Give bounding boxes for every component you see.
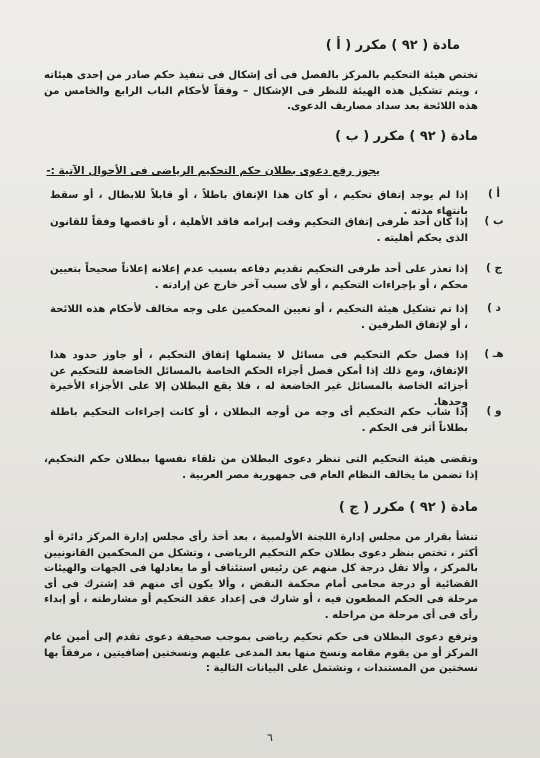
item-text: إذا تعذر على أحد طرفى التحكيم تقديم دفاعه بسبب عدم إعلانه إعلاناً صحيحاً بتعيين محكم ، أو بإجراءات التحكيم ، أو لأى سبب آخر خارج عن إرادته . [50, 264, 468, 291]
list-item [50, 405, 520, 436]
heading-text: مادة ( ٩٢ ) مكرر ( ب ) [335, 129, 478, 144]
article-92b-heading [0, 129, 478, 144]
item-text: إذا فصل حكم التحكيم فى مسائل لا يشملها إتفاق التحكيم ، أو جاوز حدود هذا الإتفاق، ومع ذلك إذا أمكن فصل أجزاء الحكم الخاصة بالمسائل الخاضعة للتحكيم عن أجزائه الخاصة بالمسائل غير الخاضعة له ، فلا يقع البطلان إلا على الأجزاء الأخيرة وحدها. [50, 350, 468, 408]
heading-text: مادة ( ٩٢ ) مكرر ( أ ) [325, 38, 460, 53]
page-number: ٦ [267, 731, 273, 744]
article-92b-subheading: يجوز رفع دعوى بطلان حكم التحكيم الرياضى فى الأحوال الآتية :- [46, 165, 380, 177]
article-92c-paragraph-2: وترفع دعوى البطلان فى حكم تحكيم رياضى بموجب صحيفة دعوى تقدم إلى أمين عام المركز أو من يقوم مقامه ونسخ منها بعد المدعى عليهم ونسختين إضافيتين ، مرفقاً بها نسختين من المستندات ، وتشتمل على البيانات التالية : [44, 632, 478, 674]
article-92c-heading [0, 500, 478, 515]
item-letter: ج ) [485, 262, 503, 274]
article-92a-body: تختص هيئة التحكيم بالمركز بالفصل فى أى إشكال فى تنفيذ حكم صادر من إحدى هيئاته ، ويتم تشكيل هذه الهيئة للنظر فى الإشكال – وفقاً لأحكام الباب الرابع والخامس من هذه اللائحة بعد سداد مصاريف الدعوى. [44, 70, 478, 112]
item-letter: هـ ) [484, 348, 504, 360]
list-item [50, 348, 520, 410]
article-92b-closing: وتقضى هيئة التحكيم التى تنظر دعوى البطلان من تلقاء نفسها ببطلان حكم التحكيم، إذا تضمن ما يخالف النظام العام فى جمهورية مصر العربية . [44, 454, 478, 481]
item-text: إذا تم تشكيل هيئة التحكيم ، أو تعيين المحكمين على وجه مخالف لأحكام هذه اللائحة ، أو لإتفاق الطرفين . [50, 304, 468, 331]
list-item [50, 262, 520, 293]
heading-text: مادة ( ٩٢ ) مكرر ( ج ) [338, 500, 478, 515]
article-92a-heading [0, 38, 460, 53]
article-92c-paragraph-1: تنشأ بقرار من مجلس إدارة اللجنة الأولمبية ، بعد أخذ رأى مجلس إدارة المركز دائرة أو أكثر ، تختص بنظر دعوى بطلان حكم التحكيم الرياضى ، وتشكل من المحكمين القانونيين بالمركز ، وألا تقل درجة كل منهم عن رئيس استئناف أو ما يعادلها فى الجهات والهيئات القضائية أو درجة محامى أمام محكمة النقض ، وألا يكون أى منهم قد إشترك فى أى مرحلة فى الحكم المطعون فيه ، أو شارك فى إعداد عقد التحكيم أو مشارطته ، أو إبداء رأى فى أى مرحلة من مراحله . [44, 532, 478, 621]
item-text: إذا كان أحد طرفى إتفاق التحكيم وقت إبرامه فاقد الأهلية ، أو ناقصها وفقاً للقانون الذى يحكم أهليته . [50, 217, 468, 244]
item-text: إذا شاب حكم التحكيم أى وجه من أوجه البطلان ، أو كانت إجراءات التحكيم باطلة بطلاناً أثر فى الحكم . [50, 407, 468, 434]
item-letter: و ) [486, 405, 502, 417]
item-letter: ب ) [484, 215, 504, 227]
item-letter: د ) [487, 302, 501, 314]
list-item [50, 302, 520, 333]
list-item [50, 215, 520, 246]
item-text: إذا لم يوجد إتفاق تحكيم ، أو كان هذا الإتفاق باطلاً ، أو قابلاً للابطال ، أو سقط بانتهاء مدته . [50, 190, 468, 217]
item-letter: أ ) [487, 188, 501, 200]
